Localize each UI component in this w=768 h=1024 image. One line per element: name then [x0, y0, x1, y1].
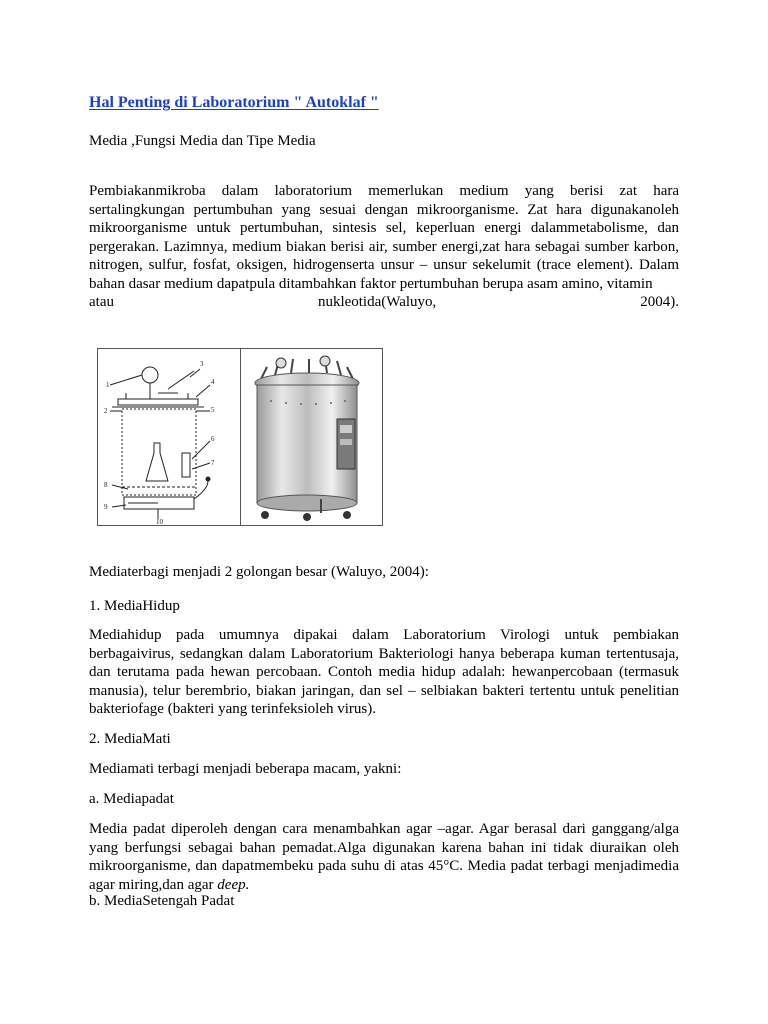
classification-sentence: Mediaterbagi menjadi 2 golongan besar (Waluyo, 2004):: [89, 564, 429, 580]
wheel-icon: [303, 513, 311, 521]
intro-last-line: [89, 293, 679, 312]
diagram-label: 6: [211, 435, 215, 443]
subsection-a-paragraph: [89, 820, 679, 894]
diagram-label: 5: [211, 406, 215, 414]
autoclave-diagram: [98, 349, 241, 525]
section-2-heading: 2. MediaMati: [89, 731, 171, 747]
wheel-icon: [261, 511, 269, 519]
diagram-label: 7: [211, 459, 215, 467]
diagram-label: 8: [104, 481, 108, 489]
autoclave-diagram-svg: [98, 349, 240, 525]
lid-shape: [118, 399, 198, 405]
subtitle: Media ,Fungsi Media dan Tipe Media: [89, 133, 316, 149]
pressure-gauge-icon: [142, 367, 158, 383]
intro-last-word-3: 2004).: [640, 294, 679, 310]
wheel-icon: [343, 511, 351, 519]
subsection-a-text: Media padat diperoleh dengan cara menambahkan agar –agar. Agar berasal dari ganggang/alga yang berfungsi sebagai bahan pemadat.Alga digunakan karena bahan ini tidak diuraikan oleh mikroorganisme, dan dapatmembeku pada suhu di atas 45°C. Media padat terbagi menjadimedia agar miring,dan agar: [89, 821, 679, 893]
intro-paragraph: [89, 182, 679, 312]
intro-last-word-2: nukleotida(Waluyo,: [317, 294, 437, 310]
intro-text: Pembiakanmikroba dalam laboratorium memerlukan medium yang berisi zat hara sertalingkungan pertumbuhan yang sesuai dengan mikroorganisme. Zat hara digunakanoleh mikroorganisme untuk pertumbuhan, sintesis sel, keperluan energi dalammetabolisme, dan pergerakan. Lazimnya, medium biakan berisi air, sumber energi,zat hara sebagai sumber karbon, nitrogen, sulfur, fosfat, oksigen, hidrogenserta unsur – unsur sekelumit (trace element). Dalam bahan dasar medium dapatpula ditambahkan faktor pertumbuhan berupa asam amino, vitamin: [89, 183, 679, 292]
autoclave-photo: [241, 349, 383, 525]
diagram-label: 4: [211, 378, 215, 386]
diagram-label: 1: [106, 381, 110, 389]
vessel-shape: [122, 409, 196, 495]
diagram-label: 9: [104, 503, 108, 511]
diagram-label: 3: [200, 360, 204, 368]
diagram-label: 2: [104, 407, 108, 415]
section-1-paragraph: Mediahidup pada umumnya dipakai dalam Laboratorium Virologi untuk pembiakan berbagaivirus, sedangkan dalam Laboratorium Bakteriologi hanya beberapa kuman tertentusaja, dan terutama pada hewan percobaan. Contoh media hidup adalah: hewanpercobaan (termasuk manusia), telur berembrio, biakan jaringan, dan sel – selbiakan bakteri tertentu untuk penelitian bakteriofage (bakteri yang terinfeksioleh virus).: [89, 627, 679, 717]
section-2-intro: Mediamati terbagi menjadi beberapa macam, yakni:: [89, 761, 402, 777]
autoclave-photo-svg: [241, 349, 383, 525]
page-title[interactable]: Hal Penting di Laboratorium " Autoklaf ": [89, 94, 379, 111]
subsection-a-heading: a. Mediapadat: [89, 791, 174, 807]
sight-glass-shape: [182, 453, 190, 477]
flask-icon: [146, 443, 168, 481]
subsection-b-heading: b. MediaSetengah Padat: [89, 893, 235, 909]
autoclave-figure: [97, 348, 383, 526]
section-1-heading: 1. MediaHidup: [89, 598, 180, 614]
intro-last-word-1: atau: [89, 294, 114, 310]
diagram-label: 10: [156, 518, 163, 525]
subsection-a-italic: deep.: [217, 876, 250, 893]
photo-gauge-icon: [276, 358, 286, 368]
